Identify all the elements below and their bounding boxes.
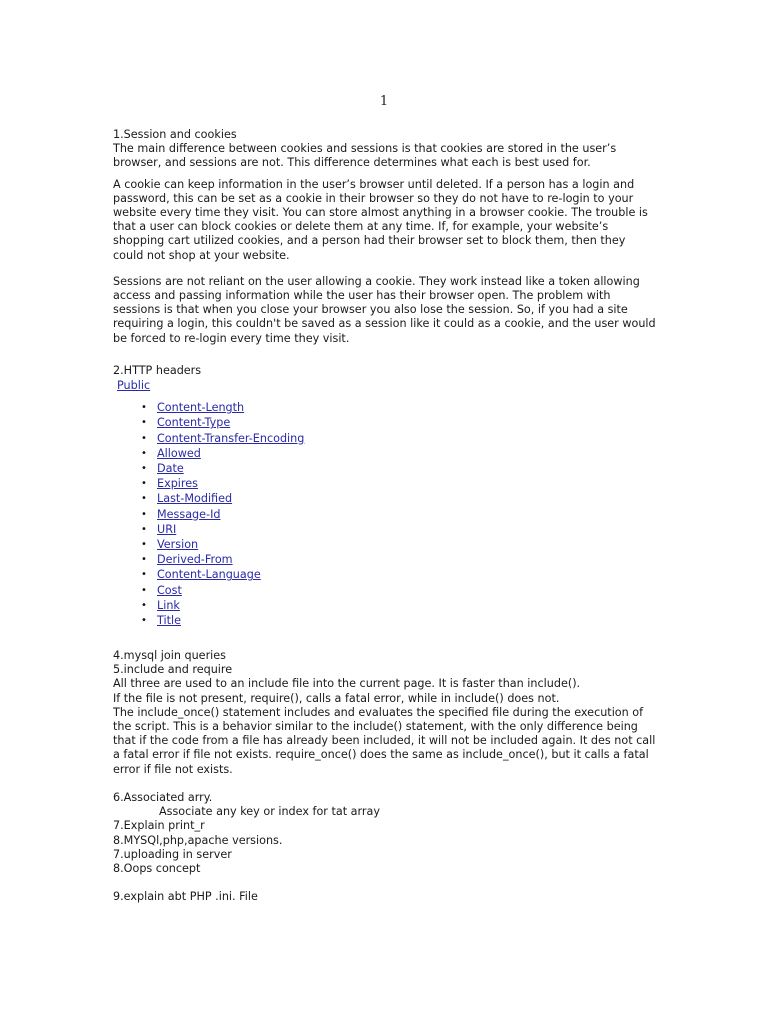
bullet-icon: • (141, 554, 147, 566)
header-link-content-transfer-encoding[interactable]: Content-Transfer-Encoding (157, 431, 305, 445)
header-list-item (113, 613, 658, 628)
bullet-icon: • (141, 432, 147, 444)
header-list-item (113, 415, 658, 430)
bullet-icon: • (141, 614, 147, 626)
header-list-item (113, 446, 658, 461)
versions-heading: 8.MYSQl,php,apache versions. (113, 833, 283, 847)
bullet-icon: • (141, 584, 147, 596)
session-paragraph-2: A cookie can keep information in the user’s browser until deleted. If a person has a login and password, this can be set as a cookie in their browser so they do not have to re-login to your website every time they visit. You can store almost anything in a browser cookie. The trouble is that a user can block cookies or delete them at any time. If, for example, your website’s shopping cart utilized cookies, and a person had their browser set to block them, then they could not shop at your website. (113, 177, 648, 262)
bullet-icon: • (141, 478, 147, 490)
header-link-last-modified[interactable]: Last-Modified (157, 492, 233, 506)
header-link-cost[interactable]: Cost (157, 583, 182, 597)
bullet-icon: • (141, 463, 147, 474)
header-link-content-type[interactable]: Content-Type (157, 416, 231, 430)
header-list-item (113, 431, 658, 446)
http-header-list (113, 400, 658, 628)
session-paragraph-3: Sessions are not reliant on the user allowing a cookie. They work instead like a token allowing access and passing information while the user has their browser open. The problem with sessions is that when you close your browser you also lose the session. So, if you had a site requiring a login, this couldn't be saved as a session like it could as a cookie, and the user would be forced to re-login every time they visit. (113, 274, 656, 345)
include-line-3: The include_once() statement includes and evaluates the specified file during the execution of the script. This is a behavior similar to the include() statement, with the only difference being that if the code from a file has already been included, it will not be included again. It des not call a fatal error if file not exists. require_once() does the same as include_once(), but it calls a fatal error if file not exists. (113, 705, 656, 776)
header-link-content-length[interactable]: Content-Length (157, 401, 245, 415)
php-ini-heading: 9.explain abt PHP .ini. File (113, 890, 258, 904)
header-list-item (113, 598, 658, 613)
oops-heading: 8.Oops concept (113, 861, 201, 875)
header-link-message-id[interactable]: Message-Id (157, 507, 221, 521)
bullet-icon: • (141, 493, 147, 505)
header-list-item (113, 507, 658, 522)
uploading-heading: 7.uploading in server (113, 847, 232, 861)
header-link-link[interactable]: Link (157, 598, 180, 612)
page-number: 1 (379, 94, 389, 109)
session-heading: 1.Session and cookies (113, 128, 237, 141)
include-heading: 5.include and require (113, 663, 233, 677)
bullet-icon: • (141, 538, 147, 550)
mysql-include-section (113, 649, 658, 777)
header-link-allowed[interactable]: Allowed (157, 446, 201, 460)
bullet-icon: • (141, 599, 147, 611)
include-line-1: All three are used to an include file into the current page. It is faster than include(). (113, 677, 581, 691)
header-link-uri[interactable]: URI (157, 522, 177, 536)
bullet-icon: • (141, 402, 147, 414)
bullet-icon: • (141, 508, 147, 520)
document-body (113, 128, 658, 904)
header-list-item (113, 567, 658, 582)
session-section (113, 128, 658, 346)
header-link-expires[interactable]: Expires (157, 477, 198, 491)
assoc-description: Associate any key or index for tat array (159, 805, 380, 819)
header-link-date[interactable]: Date (157, 462, 184, 475)
bullet-icon: • (141, 569, 147, 581)
header-list-item (113, 400, 658, 415)
header-link-content-language[interactable]: Content-Language (157, 568, 261, 582)
header-link-version[interactable]: Version (157, 537, 199, 551)
mysql-heading: 4.mysql join queries (113, 649, 226, 663)
header-list-item (113, 583, 658, 598)
assoc-heading: 6.Associated arry. (113, 790, 213, 804)
header-list-item (113, 537, 658, 552)
public-link[interactable]: Public (117, 379, 151, 393)
bullet-icon: • (141, 523, 147, 535)
include-line-2: If the file is not present, require(), calls a fatal error, while in include() does not. (113, 691, 560, 705)
header-list-item (113, 461, 658, 476)
header-link-derived-from[interactable]: Derived-From (157, 553, 233, 567)
http-headers-section (113, 364, 658, 628)
bullet-icon: • (141, 417, 147, 429)
misc-section (113, 791, 658, 904)
print-r-heading: 7.Explain print_r (113, 819, 205, 833)
header-list-item (113, 476, 658, 491)
session-paragraph-1: The main difference between cookies and sessions is that cookies are stored in the user’s browser, and sessions are not. This difference determines what each is best used for. (113, 142, 617, 170)
header-list-item (113, 552, 658, 567)
header-list-item (113, 491, 658, 506)
bullet-icon: • (141, 447, 147, 459)
header-list-item (113, 522, 658, 537)
header-link-title[interactable]: Title (157, 613, 181, 627)
http-heading: 2.HTTP headers (113, 363, 202, 377)
